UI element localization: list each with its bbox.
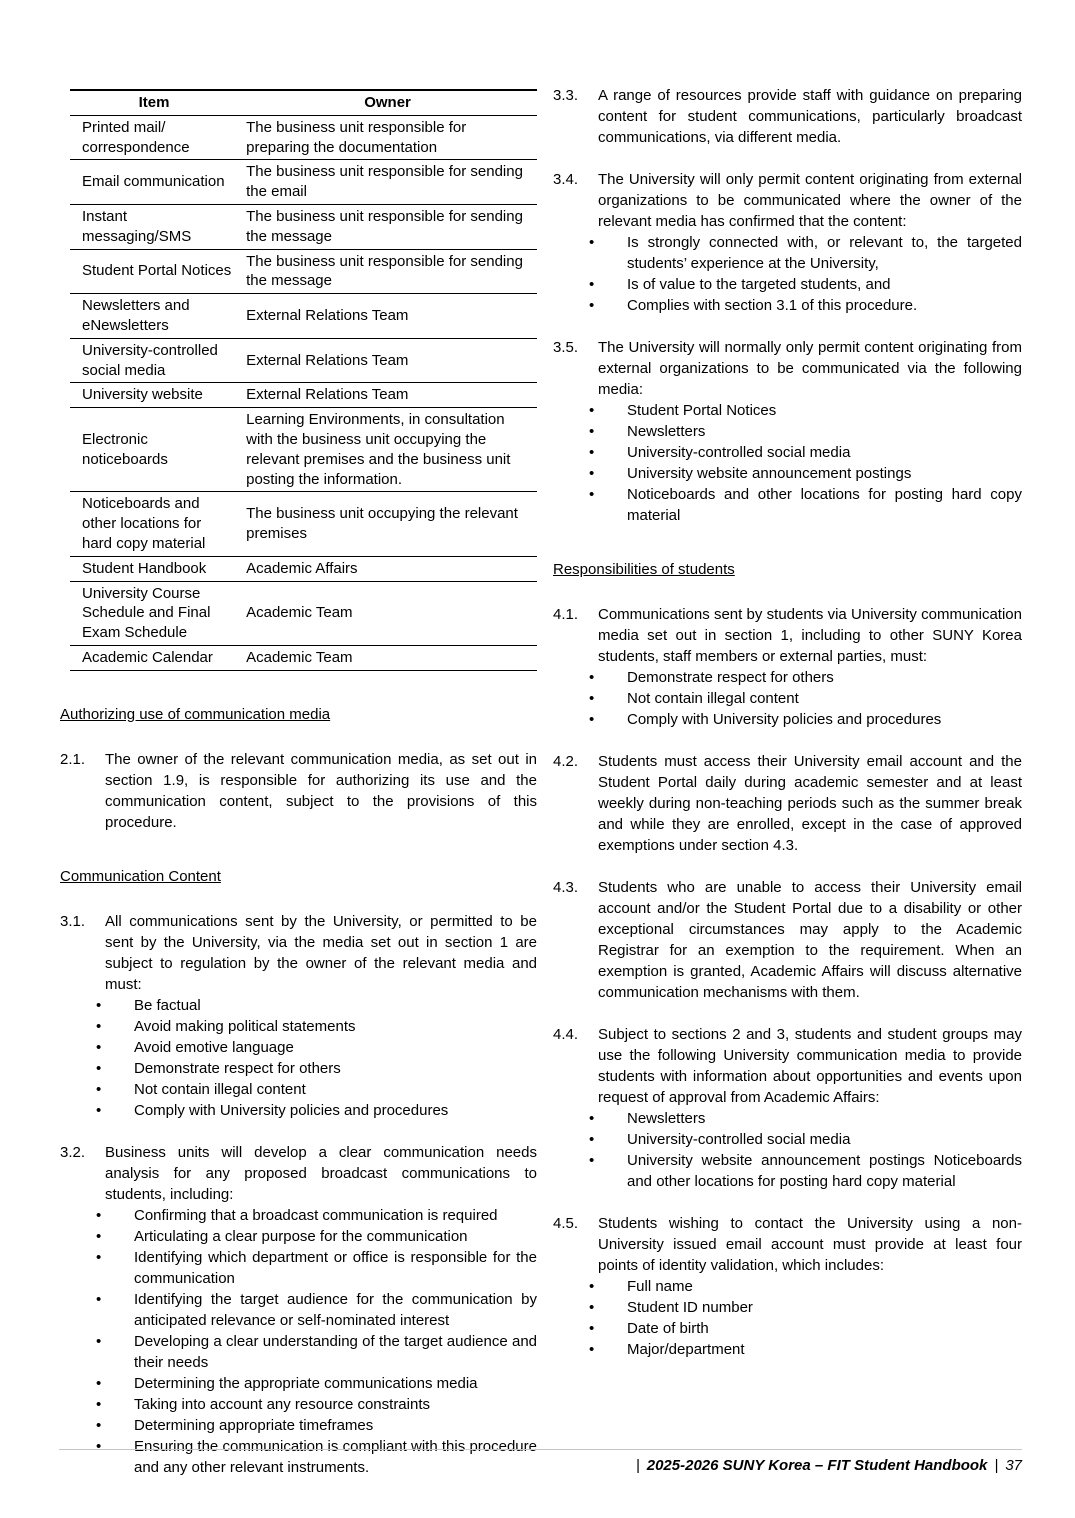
item-cell: Instant messaging/SMS (70, 204, 238, 249)
bullet-item (589, 1150, 1022, 1192)
bullet-text: Articulating a clear purpose for the communication (134, 1227, 468, 1245)
item-text: Students who are unable to access their University email account and/or the Student Portal due to a disability or other exceptional circumstances may apply to the Academic Registrar for an exemption to the requirement. When an exemption is granted, Academic Affairs will discuss alternative communication mechanisms with them. (598, 879, 1022, 1001)
bullet-text: Identifying the target audience for the communication by anticipated relevance or self-nominated interest (134, 1290, 537, 1329)
item-cell: University-controlled social media (70, 338, 238, 383)
bullet-marker: • (589, 234, 595, 251)
bullet-item (589, 484, 1022, 526)
bullet-item (589, 1297, 1022, 1318)
table-row (70, 115, 537, 160)
owner-cell: External Relations Team (238, 383, 537, 408)
bullet-text: Identifying which department or office is responsible for the communication (134, 1248, 537, 1287)
table-header-item: Item (70, 90, 238, 115)
page-footer (59, 1449, 1022, 1474)
bullet-marker: • (589, 1341, 595, 1358)
bullet-marker: • (589, 669, 595, 686)
bullet-text: Ensuring the communication is compliant with this procedure and any other relevant instruments. (134, 1437, 537, 1476)
bullet-text: University-controlled social media (627, 1131, 851, 1148)
item-cell: University website (70, 383, 238, 408)
item-cell: Academic Calendar (70, 645, 238, 670)
table-row (70, 160, 537, 205)
bullet-text: Comply with University policies and procedures (134, 1101, 449, 1119)
bullet-marker: • (96, 1395, 102, 1413)
numbered-item (553, 169, 1022, 316)
bullet-item (96, 1415, 537, 1436)
bullet-item (589, 667, 1022, 688)
item-number: 4.4. (553, 1026, 579, 1043)
bullet-marker: • (589, 711, 595, 728)
bullet-text: Is of value to the targeted students, and (627, 276, 891, 293)
footer-text (636, 1457, 1022, 1474)
table-row (70, 204, 537, 249)
bullet-item (589, 1339, 1022, 1360)
bullet-marker: • (96, 1080, 102, 1098)
table-row (70, 294, 537, 339)
bullet-text: Date of birth (627, 1320, 709, 1337)
bullet-text: Not contain illegal content (627, 690, 799, 707)
bullet-item (96, 1226, 537, 1247)
item-cell: Printed mail/ correspondence (70, 115, 238, 160)
owner-cell: The business unit responsible for sending the message (238, 204, 537, 249)
bullet-item (96, 995, 537, 1016)
bullet-text: Developing a clear understanding of the target audience and their needs (134, 1332, 537, 1371)
bullet-marker: • (589, 465, 595, 482)
bullet-marker: • (589, 276, 595, 293)
bullet-text: Demonstrate respect for others (134, 1059, 341, 1077)
bullet-marker: • (589, 1320, 595, 1337)
footer-separator-left: | (635, 1457, 640, 1474)
bullet-text: Avoid emotive language (134, 1038, 294, 1056)
bullet-item (96, 1247, 537, 1289)
bullet-item (96, 1373, 537, 1394)
item-cell: Newsletters and eNewsletters (70, 294, 238, 339)
table-row (70, 408, 537, 492)
owner-cell: The business unit responsible for sending the email (238, 160, 537, 205)
bullet-text: Complies with section 3.1 of this procedure. (627, 297, 918, 314)
bullet-marker: • (96, 1101, 102, 1119)
bullet-text: University website announcement postings (627, 465, 912, 482)
bullet-text: University-controlled social media (627, 444, 851, 461)
bullet-item (96, 1289, 537, 1331)
item-text: The owner of the relevant communication media, as set out in section 1.9, is responsible for authorizing its use and the communication content, subject to the provisions of this procedure. (105, 750, 537, 831)
table-row (70, 581, 537, 645)
bullet-item (96, 1331, 537, 1373)
bullet-text: Be factual (134, 996, 201, 1014)
bullet-item (96, 1079, 537, 1100)
numbered-item (60, 749, 537, 833)
table-row (70, 383, 537, 408)
bullet-text: Not contain illegal content (134, 1080, 306, 1098)
item-cell: Student Portal Notices (70, 249, 238, 294)
item-cell: Email communication (70, 160, 238, 205)
page-number: 37 (1005, 1457, 1022, 1474)
bullet-item (96, 1016, 537, 1037)
owner-cell: Academic Team (238, 581, 537, 645)
table-row (70, 556, 537, 581)
owner-cell: The business unit responsible for preparing the documentation (238, 115, 537, 160)
bullet-item (589, 421, 1022, 442)
handbook-title: 2025-2026 SUNY Korea – FIT Student Handbook (646, 1457, 988, 1474)
bullet-marker: • (96, 1332, 102, 1350)
bullet-marker: • (96, 1206, 102, 1224)
owner-cell: External Relations Team (238, 338, 537, 383)
numbered-item (553, 1024, 1022, 1192)
item-text: Communications sent by students via University communication media set out in section 1, including to other SUNY Korea students, staff members or external parties, must: (598, 606, 1022, 665)
numbered-item (553, 604, 1022, 730)
section-heading: Responsibilities of students (553, 561, 735, 578)
left-column (60, 85, 537, 1499)
numbered-item (553, 85, 1022, 148)
bullet-marker: • (96, 996, 102, 1014)
bullet-item (589, 442, 1022, 463)
bullet-marker: • (589, 402, 595, 419)
bullet-item (589, 688, 1022, 709)
item-text: The University will normally only permit content originating from external organizations to be communicated via the following media: (598, 339, 1022, 398)
bullet-marker: • (589, 690, 595, 707)
bullet-text: Major/department (627, 1341, 745, 1358)
numbered-item (60, 911, 537, 1121)
item-number: 4.3. (553, 879, 579, 896)
table-row (70, 492, 537, 556)
item-number: 3.1. (60, 912, 86, 930)
bullet-marker: • (589, 1299, 595, 1316)
item-text: Subject to sections 2 and 3, students and student groups may use the following University communication media to provide students with information about opportunities and events upon request of approval from Academic Affairs: (598, 1026, 1022, 1106)
bullet-item (589, 1318, 1022, 1339)
item-number: 3.5. (553, 339, 579, 356)
item-cell: University Course Schedule and Final Exam Schedule (70, 581, 238, 645)
bullet-item (589, 400, 1022, 421)
owner-cell: Learning Environments, in consultation with the business unit occupying the relevant premises and the business unit posting the information. (238, 408, 537, 492)
bullet-marker: • (589, 1152, 595, 1169)
bullet-text: Newsletters (627, 1110, 706, 1127)
bullet-text: Taking into account any resource constraints (134, 1395, 430, 1413)
bullet-item (589, 295, 1022, 316)
table-row (70, 645, 537, 670)
bullet-text: University website announcement postings Noticeboards and other locations for posting hard copy material (627, 1152, 1022, 1190)
media-owner-table (70, 89, 537, 671)
bullet-marker: • (589, 1131, 595, 1148)
bullet-text: Determining appropriate timeframes (134, 1416, 374, 1434)
item-number: 3.2. (60, 1143, 86, 1161)
owner-cell: External Relations Team (238, 294, 537, 339)
bullet-marker: • (589, 423, 595, 440)
item-cell: Noticeboards and other locations for hard copy material (70, 492, 238, 556)
table-head (70, 90, 537, 115)
bullet-item (589, 1129, 1022, 1150)
owner-cell: Academic Affairs (238, 556, 537, 581)
bullet-item (96, 1100, 537, 1121)
bullet-marker: • (96, 1038, 102, 1056)
table-header-owner: Owner (238, 90, 537, 115)
bullet-item (589, 232, 1022, 274)
bullet-marker: • (589, 444, 595, 461)
bullet-marker: • (96, 1374, 102, 1392)
numbered-item (553, 1213, 1022, 1360)
bullet-item (589, 463, 1022, 484)
section-heading: Communication Content (60, 867, 221, 885)
table-row (70, 249, 537, 294)
bullet-marker: • (96, 1059, 102, 1077)
bullet-marker: • (589, 1278, 595, 1295)
numbered-item (553, 877, 1022, 1003)
numbered-item (553, 337, 1022, 526)
item-text: Business units will develop a clear communication needs analysis for any proposed broadcast communications to students, including: (105, 1143, 537, 1203)
owner-cell: The business unit responsible for sending the message (238, 249, 537, 294)
item-number: 3.3. (553, 87, 579, 104)
bullet-item (589, 1276, 1022, 1297)
item-text: All communications sent by the University, or permitted to be sent by the University, via the media set out in section 1 are subject to regulation by the owner of the relevant media and must: (105, 912, 537, 993)
bullet-marker: • (96, 1248, 102, 1266)
item-text: Students must access their University email account and the Student Portal daily during academic semester and at least weekly during non-teaching periods such as the summer break and while they are enrolled, except in the case of approved exemptions under section 4.3. (598, 753, 1022, 854)
item-number: 3.4. (553, 171, 579, 188)
item-cell: Student Handbook (70, 556, 238, 581)
bullet-item (96, 1037, 537, 1058)
bullet-text: Newsletters (627, 423, 706, 440)
numbered-item (553, 751, 1022, 856)
bullet-text: Student ID number (627, 1299, 753, 1316)
item-number: 2.1. (60, 750, 86, 768)
table-body (70, 115, 537, 670)
right-column (553, 85, 1022, 1499)
item-text: The University will only permit content originating from external organizations to be communicated where the owner of the relevant media has confirmed that the content: (598, 171, 1022, 230)
table-header-row (70, 90, 537, 115)
bullet-marker: • (96, 1416, 102, 1434)
item-number: 4.5. (553, 1215, 579, 1232)
table-row (70, 338, 537, 383)
bullet-marker: • (589, 1110, 595, 1127)
bullet-text: Noticeboards and other locations for posting hard copy material (627, 486, 1022, 524)
bullet-marker: • (96, 1290, 102, 1308)
bullet-item (96, 1394, 537, 1415)
item-text: Students wishing to contact the University using a non-University issued email account must provide at least four points of identity validation, which includes: (598, 1215, 1022, 1274)
bullet-item (589, 709, 1022, 730)
bullet-text: Comply with University policies and procedures (627, 711, 942, 728)
section-heading: Authorizing use of communication media (60, 705, 331, 723)
owner-cell: The business unit occupying the relevant premises (238, 492, 537, 556)
bullet-item (96, 1205, 537, 1226)
bullet-text: Determining the appropriate communications media (134, 1374, 478, 1392)
bullet-text: Student Portal Notices (627, 402, 777, 419)
numbered-item (60, 1142, 537, 1478)
owner-cell: Academic Team (238, 645, 537, 670)
two-column-layout (60, 85, 1022, 1499)
item-number: 4.1. (553, 606, 579, 623)
footer-separator-right: | (994, 1457, 999, 1474)
item-number: 4.2. (553, 753, 579, 770)
item-cell: Electronic noticeboards (70, 408, 238, 492)
bullet-text: Avoid making political statements (134, 1017, 356, 1035)
bullet-item (589, 274, 1022, 295)
bullet-text: Confirming that a broadcast communication is required (134, 1206, 498, 1224)
bullet-item (589, 1108, 1022, 1129)
item-text: A range of resources provide staff with guidance on preparing content for student communications, particularly broadcast communications, via different media. (598, 87, 1022, 146)
bullet-marker: • (589, 297, 595, 314)
bullet-marker: • (96, 1017, 102, 1035)
bullet-marker: • (589, 486, 595, 503)
bullet-text: Is strongly connected with, or relevant to, the targeted students’ experience at the University, (627, 234, 1022, 272)
bullet-marker: • (96, 1227, 102, 1245)
bullet-text: Demonstrate respect for others (627, 669, 834, 686)
bullet-marker: • (96, 1437, 102, 1455)
bullet-text: Full name (627, 1278, 693, 1295)
bullet-item (96, 1058, 537, 1079)
